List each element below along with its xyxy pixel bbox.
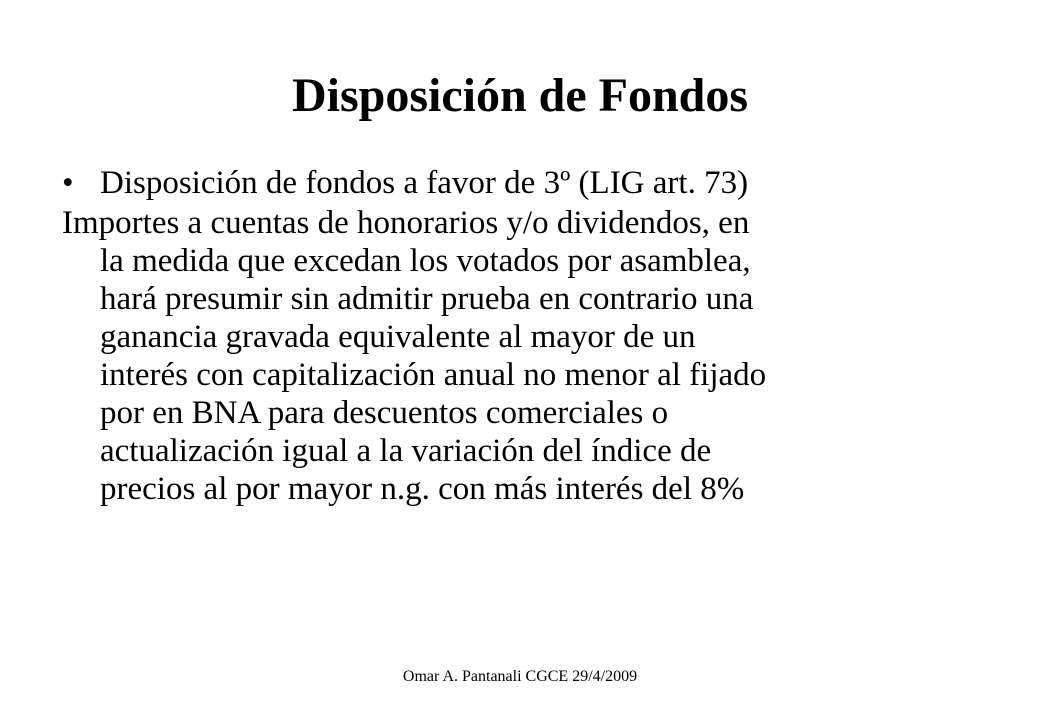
body-paragraph [62,204,1002,508]
paragraph-line: precios al por mayor n.g. con más interés del 8% [100,471,745,507]
paragraph-line: ganancia gravada equivalente al mayor de un [100,319,696,355]
paragraph-line: la medida que excedan los votados por asamblea, [100,243,751,279]
paragraph-line: Importes a cuentas de honorarios y/o dividendos, en [62,205,750,241]
paragraph-line: por en BNA para descuentos comerciales o [100,395,669,431]
bullet-text: Disposición de fondos a favor de 3º (LIG art. 73) [100,165,749,201]
paragraph-line: interés con capitalización anual no menor al fijado [100,357,767,393]
slide-content [62,164,1002,508]
paragraph-line: actualización igual a la variación del índice de [100,433,712,469]
slide-title: Disposición de Fondos [291,69,749,122]
slide-footer: Omar A. Pantanali CGCE 29/4/2009 [402,668,638,685]
bullet-item [62,164,1002,202]
bullet-marker: • [62,165,74,201]
paragraph-line: hará presumir sin admitir prueba en contrario una [100,281,754,317]
